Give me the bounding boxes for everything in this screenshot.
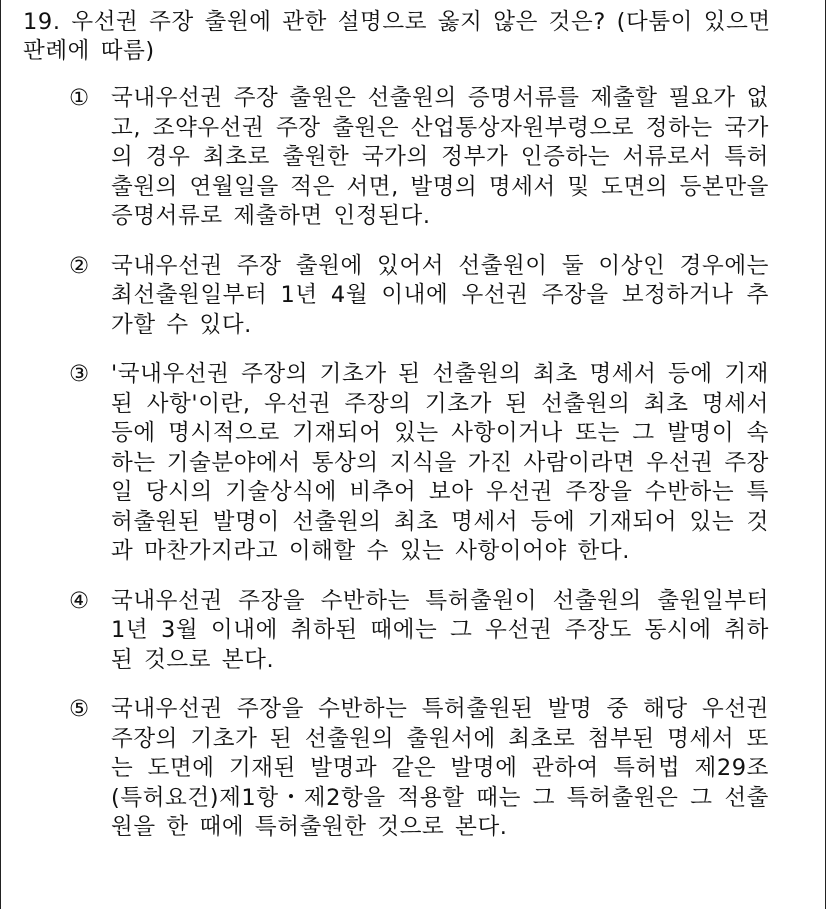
option-text: 국내우선권 주장 출원은 선출원의 증명서류를 제출할 필요가 없고, 조약우선권 주장 출원은 산업통상자원부령으로 정하는 국가의 경우 최초로 출원한 국가의 정부가 인증하는 서류로서 특허출원의 연월일을 적은 서면, 발명의 명세서 및 도면의 등본만을 증명서류로 제출하면 인정된다.: [111, 85, 769, 229]
option-marker: ④: [69, 587, 90, 614]
answer-option-3[interactable]: [69, 360, 769, 567]
option-marker: ③: [69, 361, 90, 387]
option-marker: ①: [69, 85, 90, 111]
answer-option-5[interactable]: [69, 695, 769, 843]
question-text: 우선권 주장 출원에 관한 설명으로 옳지 않은 것은? (다툼이 있으면 판례에 따름): [23, 9, 771, 64]
answer-option-1[interactable]: [69, 84, 769, 232]
option-text: 국내우선권 주장 출원에 있어서 선출원이 둘 이상인 경우에는 최선출원일부터 1년 4월 이내에 우선권 주장을 보정하거나 추가할 수 있다.: [111, 252, 769, 338]
option-marker: ⑤: [69, 696, 90, 722]
option-text: '국내우선권 주장의 기초가 된 선출원의 최초 명세서 등에 기재된 사항'이란, 우선권 주장의 기초가 된 선출원의 최초 명세서 등에 명시적으로 기재되어 있는 사항이거나 또는 그 발명이 속하는 기술분야에서 통상의 지식을 가진 사람이라면 우선권 주장일 당시의 기술상식에 비추어 보아 우선권 주장을 수반하는 특허출원된 발명이 선출원의 최초 명세서 등에 기재되어 있는 것과 마찬가지라고 이해할 수 있는 사항이어야 한다.: [111, 361, 769, 564]
answer-option-4[interactable]: [69, 587, 769, 676]
answer-option-2[interactable]: [69, 252, 769, 341]
option-marker: ②: [69, 252, 90, 279]
answer-options: [69, 84, 769, 843]
option-text: 국내우선권 주장을 수반하는 특허출원이 선출원의 출원일부터 1년 3월 이내에 취하된 때에는 그 우선권 주장도 동시에 취하된 것으로 본다.: [111, 587, 769, 673]
option-text: 국내우선권 주장을 수반하는 특허출원된 발명 중 해당 우선권 주장의 기초가 된 선출원의 출원서에 최초로 첨부된 명세서 또는 도면에 기재된 발명과 같은 발명에 관하여 특허법 제29조(특허요건)제1항・제2항을 적용할 때는 그 특허출원은 그 선출원을 한 때에 특허출원한 것으로 본다.: [111, 696, 769, 840]
question-number: 19.: [23, 9, 61, 35]
question-stem: [23, 8, 783, 65]
